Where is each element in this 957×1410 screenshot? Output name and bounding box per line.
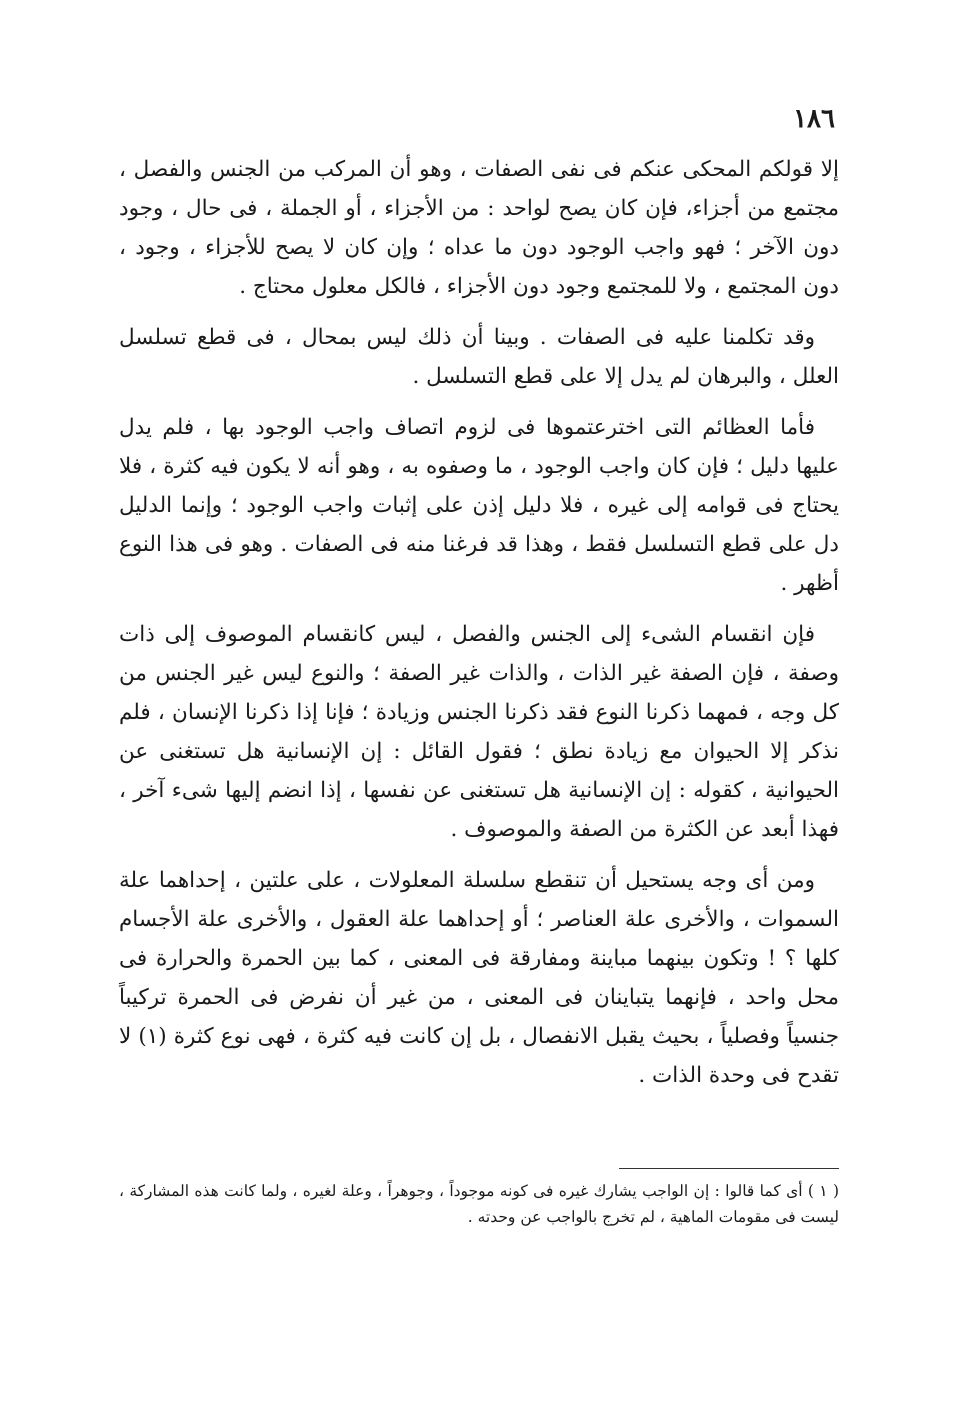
paragraph: إلا قولكم المحكى عنكم فى نفى الصفات ، وهو أن المركب من الجنس والفصل ، مجتمع من أجزاء، فإن كان يصح لواحد : من الأجزاء ، أو الجملة ، فى حال ، وجود دون الآخر ؛ فهو واجب الوجود دون ما عداه ؛ وإن كان لا يصح للأجزاء ، وجود ، دون المجتمع ، ولا للمجتمع وجود دون الأجزاء ، فالكل معلول محتاج . xyxy=(119,157,839,299)
main-text xyxy=(119,150,839,1107)
footnote: ( ١ ) أى كما قالوا : إن الواجب يشارك غيره فى كونه موجوداً ، وجوهراً ، وعلة لغيره ، ولما كانت هذه المشاركة ، ليست فى مقومات الماهية ، لم تخرج بالواجب عن وحدته . xyxy=(119,1182,839,1226)
footnotes xyxy=(119,1178,839,1230)
paragraph: فأما العظائم التى اخترعتموها فى لزوم اتصاف واجب الوجود بها ، فلم يدل عليها دليل ؛ فإن كان واجب الوجود ، ما وصفوه به ، وهو أنه لا يكون فيه كثرة ، فلا يحتاج فى قوامه إلى غيره ، فلا دليل إذن على إثبات واجب الوجود ؛ وإنما الدليل دل على قطع التسلسل فقط ، وهذا قد فرغنا منه فى الصفات . وهو فى هذا النوع أظهر . xyxy=(119,415,839,596)
paragraph: فإن انقسام الشىء إلى الجنس والفصل ، ليس كانقسام الموصوف إلى ذات وصفة ، فإن الصفة غير الذات ، والذات غير الصفة ؛ والنوع ليس غير الجنس من كل وجه ، فمهما ذكرنا النوع فقد ذكرنا الجنس وزيادة ؛ فإنا إذا ذكرنا الإنسان ، فلم نذكر إلا الحيوان مع زيادة نطق ؛ فقول القائل : إن الإنسانية هل تستغنى عن الحيوانية ، كقوله : إن الإنسانية هل تستغنى عن نفسها ، إذا انضم إليها شىء آخر ، فهذا أبعد عن الكثرة من الصفة والموصوف . xyxy=(119,622,839,842)
footnote-divider xyxy=(619,1168,839,1169)
paragraph: وقد تكلمنا عليه فى الصفات . وبينا أن ذلك ليس بمحال ، فى قطع تسلسل العلل ، والبرهان لم يدل إلا على قطع التسلسل . xyxy=(119,325,839,389)
page-number: ١٨٦ xyxy=(793,104,835,134)
paragraph: ومن أى وجه يستحيل أن تنقطع سلسلة المعلولات ، على علتين ، إحداهما علة السموات ، والأخرى علة العناصر ؛ أو إحداهما علة العقول ، والأخرى علة الأجسام كلها ؟ ! وتكون بينهما مباينة ومفارقة فى المعنى ، كما بين الحمرة والحرارة فى محل واحد ، فإنهما يتباينان فى المعنى ، من غير أن نفرض فى الحمرة تركيباً جنسياً وفصلياً ، بحيث يقبل الانفصال ، بل إن كانت فيه كثرة ، فهى نوع كثرة (١) لا تقدح فى وحدة الذات . xyxy=(119,868,840,1088)
